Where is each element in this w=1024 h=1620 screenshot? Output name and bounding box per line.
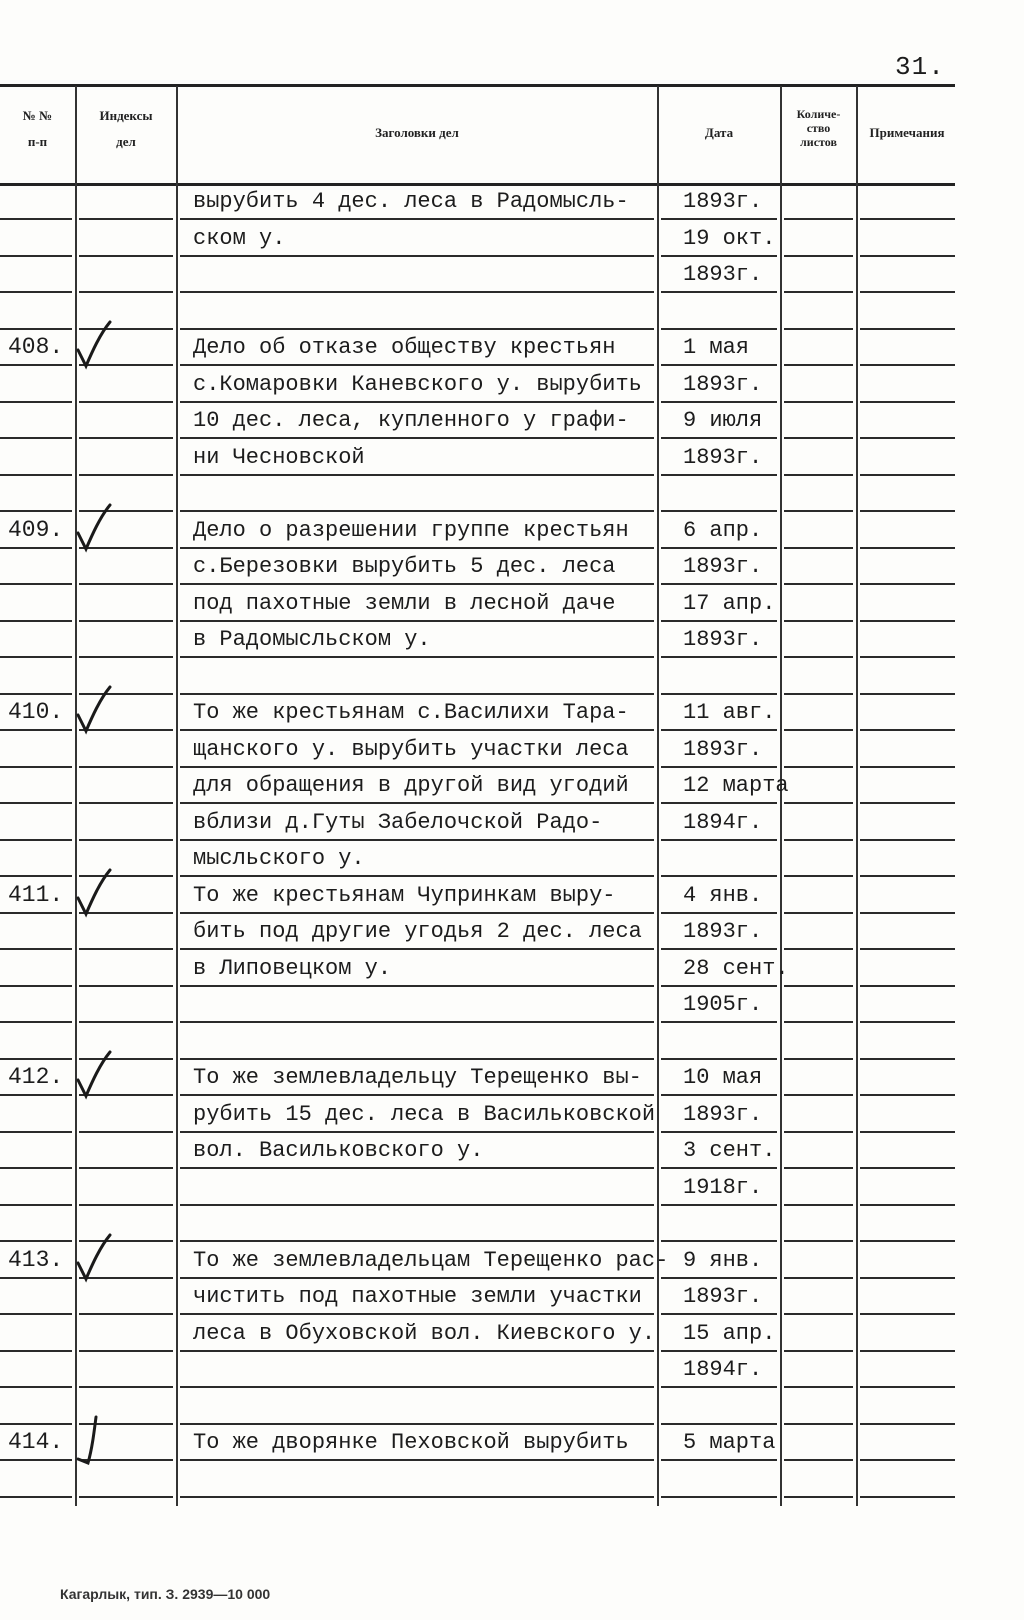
header-number xyxy=(0,108,75,151)
ruled-line xyxy=(860,218,955,220)
ruled-line xyxy=(661,693,777,695)
ruled-line xyxy=(661,985,777,987)
printer-imprint: Кагарлык, тип. З. 2939—10 000 xyxy=(60,1586,271,1602)
entry-number: 414. xyxy=(8,1429,64,1455)
case-title-line: 10 дес. леса, купленного у графи- xyxy=(193,408,629,433)
case-date-line: 1 мая xyxy=(683,335,750,360)
ruled-line xyxy=(860,1167,955,1169)
ruled-line xyxy=(180,1021,654,1023)
ruled-line xyxy=(0,948,72,950)
ruled-line xyxy=(79,583,173,585)
ruled-line xyxy=(661,1167,777,1169)
ruled-line xyxy=(0,474,72,476)
ruled-line xyxy=(860,912,955,914)
ruled-line xyxy=(661,401,777,403)
entry-number: 412. xyxy=(8,1064,64,1090)
ruled-line xyxy=(860,875,955,877)
case-title-line: Дело об отказе обществу крестьян xyxy=(193,335,616,360)
ruled-line xyxy=(180,1350,654,1352)
ruled-line xyxy=(180,547,654,549)
ruled-line xyxy=(79,985,173,987)
case-date-line: 1894г. xyxy=(683,1357,763,1382)
ruled-line xyxy=(0,1240,72,1242)
case-title-line: с.Березовки вырубить 5 дес. леса xyxy=(193,554,616,579)
ruled-line xyxy=(784,1386,853,1388)
header-sheets-line1: Количе- xyxy=(796,107,841,121)
header-sheets-line3: листов xyxy=(800,134,837,149)
ruled-line xyxy=(860,364,955,366)
case-date-line: 11 авг. xyxy=(683,700,776,725)
ruled-line xyxy=(860,1021,955,1023)
ruled-line xyxy=(661,1058,777,1060)
ruled-line xyxy=(860,1386,955,1388)
ruled-line xyxy=(79,1350,173,1352)
ruled-line xyxy=(79,291,173,293)
ruled-line xyxy=(180,1496,654,1498)
case-title-line: с.Комаровки Каневского у. вырубить xyxy=(193,371,642,397)
ruled-line xyxy=(180,839,654,841)
ruled-line xyxy=(860,583,955,585)
ruled-line xyxy=(661,1459,777,1461)
ruled-line xyxy=(0,1277,72,1279)
ruled-line xyxy=(860,1058,955,1060)
ruled-line xyxy=(79,255,173,257)
ruled-line xyxy=(661,1131,777,1133)
case-date-line: 5 марта xyxy=(683,1430,776,1455)
case-date-line: 6 апр. xyxy=(683,517,763,543)
header-number-line2: п-п xyxy=(27,134,48,150)
ruled-line xyxy=(661,437,777,439)
header-titles: Заголовки дел xyxy=(375,125,459,140)
case-date-line: 10 мая xyxy=(683,1065,763,1090)
ruled-line xyxy=(860,1423,955,1425)
ruled-line xyxy=(784,364,853,366)
ruled-line xyxy=(79,1496,173,1498)
ruled-line xyxy=(79,1204,173,1206)
ruled-line xyxy=(784,255,853,257)
ruled-line xyxy=(784,583,853,585)
ruled-line xyxy=(0,291,72,293)
header-index xyxy=(76,108,176,151)
checkmark-icon xyxy=(74,868,114,920)
ruled-line xyxy=(0,510,72,512)
header-notes: Примечания xyxy=(869,125,945,140)
table-top-rule xyxy=(0,84,955,87)
ruled-line xyxy=(180,255,654,257)
ruled-line xyxy=(180,729,654,731)
case-date-line: 19 окт. xyxy=(683,225,776,251)
ruled-line xyxy=(180,583,654,585)
ruled-line xyxy=(784,291,853,293)
ruled-line xyxy=(784,1204,853,1206)
ruled-line xyxy=(180,1386,654,1388)
ruled-line xyxy=(860,729,955,731)
case-title-line: То же крестьянам Чупринкам выру- xyxy=(193,882,616,908)
header-index-line2: дел xyxy=(116,134,136,150)
ruled-line xyxy=(661,474,777,476)
ruled-line xyxy=(180,912,654,914)
case-title-line: для обращения в другой вид угодий xyxy=(193,773,629,798)
ruled-line xyxy=(860,1496,955,1498)
ruled-line xyxy=(661,656,777,658)
case-date-line: 1893г. xyxy=(683,919,763,944)
column-divider-index xyxy=(176,86,178,1506)
ruled-line xyxy=(661,1240,777,1242)
ruled-line xyxy=(784,839,853,841)
ruled-line xyxy=(79,839,173,841)
ruled-line xyxy=(180,1423,654,1425)
ruled-line xyxy=(661,1496,777,1498)
case-date-line: 1918г. xyxy=(683,1174,763,1200)
ruled-line xyxy=(0,620,72,622)
case-title-line: То же землевладельцам Терещенко рас- xyxy=(193,1247,669,1273)
ruled-line xyxy=(860,839,955,841)
ruled-line xyxy=(180,802,654,804)
ruled-line xyxy=(180,437,654,439)
ruled-line xyxy=(784,1240,853,1242)
ruled-line xyxy=(784,875,853,877)
ruled-line xyxy=(79,474,173,476)
case-title-line: вол. Васильковского у. xyxy=(193,1138,484,1163)
header-sheets xyxy=(781,108,856,149)
ruled-line xyxy=(180,693,654,695)
case-date-line: 1893г. xyxy=(683,554,763,579)
header-index-line1: Индексы xyxy=(99,108,153,123)
ruled-line xyxy=(860,474,955,476)
ruled-line xyxy=(0,255,72,257)
header-number-line1: № № xyxy=(22,108,53,123)
case-title-line: вырубить 4 дес. леса в Радомысль- xyxy=(193,189,629,214)
ruled-line xyxy=(784,328,853,330)
case-date-line: 1893г. xyxy=(683,627,763,652)
ruled-line xyxy=(661,729,777,731)
ruled-line xyxy=(180,510,654,512)
ruled-line xyxy=(180,620,654,622)
case-date-line: 1893г. xyxy=(683,189,763,214)
ruled-line xyxy=(180,766,654,768)
ruled-line xyxy=(0,802,72,804)
ruled-line xyxy=(0,401,72,403)
ruled-line xyxy=(661,510,777,512)
case-date-line: 1893г. xyxy=(683,1101,763,1127)
ruled-line xyxy=(180,875,654,877)
case-title-line: вблизи д.Гуты Забелочской Радо- xyxy=(193,809,603,835)
ruled-line xyxy=(784,1459,853,1461)
ruled-line xyxy=(180,1131,654,1133)
case-date-line: 9 июля xyxy=(683,408,763,433)
ruled-line xyxy=(79,1131,173,1133)
case-title-line: ском у. xyxy=(193,225,286,251)
case-title-line: рубить 15 дес. леса в Васильковской xyxy=(193,1101,656,1127)
ruled-line xyxy=(0,1167,72,1169)
ruled-line xyxy=(0,1459,72,1461)
ruled-line xyxy=(784,1350,853,1352)
header-bottom-rule xyxy=(0,183,955,186)
ruled-line xyxy=(661,1423,777,1425)
ruled-line xyxy=(0,875,72,877)
ruled-line xyxy=(860,656,955,658)
ruled-line xyxy=(860,1350,955,1352)
case-title-line: в Радомысльском у. xyxy=(193,627,431,652)
ruled-line xyxy=(860,985,955,987)
ruled-line xyxy=(784,1131,853,1133)
ruled-line xyxy=(180,1240,654,1242)
header-sheets-line2: ство xyxy=(806,120,831,135)
case-title-line: в Липовецком у. xyxy=(193,955,392,981)
ruled-line xyxy=(784,985,853,987)
ruled-line xyxy=(784,729,853,731)
ruled-line xyxy=(784,948,853,950)
case-title-line: щанского у. вырубить участки леса xyxy=(193,736,629,762)
ruled-line xyxy=(0,1386,72,1388)
ruled-line xyxy=(661,1094,777,1096)
ruled-line xyxy=(180,1313,654,1315)
entry-number: 408. xyxy=(8,334,64,360)
case-date-line: 1893г. xyxy=(683,371,763,397)
ruled-line xyxy=(79,656,173,658)
ruled-line xyxy=(180,474,654,476)
ruled-line xyxy=(784,1058,853,1060)
entry-number: 413. xyxy=(8,1246,64,1273)
ruled-line xyxy=(79,766,173,768)
ruled-line xyxy=(79,1313,173,1315)
case-date-line: 1894г. xyxy=(683,809,763,835)
ruled-line xyxy=(784,1313,853,1315)
ruled-line xyxy=(79,948,173,950)
ruled-line xyxy=(661,1277,777,1279)
ruled-line xyxy=(784,1277,853,1279)
case-title-line: Дело о разрешении группе крестьян xyxy=(193,517,629,543)
ruled-line xyxy=(661,328,777,330)
ruled-line xyxy=(784,912,853,914)
ruled-line xyxy=(860,1131,955,1133)
ruled-line xyxy=(784,1094,853,1096)
ruled-line xyxy=(0,839,72,841)
ruled-line xyxy=(0,766,72,768)
entry-number: 409. xyxy=(8,516,64,543)
case-date-line: 1893г. xyxy=(683,1284,763,1309)
checkmark-icon xyxy=(74,503,114,555)
case-title-line: чистить под пахотные земли участки xyxy=(193,1284,642,1309)
ruled-line xyxy=(661,255,777,257)
ruled-line xyxy=(0,1350,72,1352)
ruled-line xyxy=(79,1386,173,1388)
ruled-line xyxy=(784,802,853,804)
case-date-line: 12 марта xyxy=(683,773,789,798)
ruled-line xyxy=(860,437,955,439)
ruled-line xyxy=(0,364,72,366)
ruled-line xyxy=(860,1277,955,1279)
ruled-line xyxy=(0,1496,72,1498)
case-date-line: 3 сент. xyxy=(683,1138,776,1163)
ruled-line xyxy=(79,401,173,403)
ruled-line xyxy=(0,912,72,914)
ruled-line xyxy=(180,1459,654,1461)
ruled-line xyxy=(860,510,955,512)
ruled-line xyxy=(0,656,72,658)
ruled-line xyxy=(180,364,654,366)
ruled-line xyxy=(0,1021,72,1023)
column-divider-sheets xyxy=(856,86,858,1506)
ruled-line xyxy=(661,839,777,841)
ruled-line xyxy=(860,1459,955,1461)
case-date-line: 17 апр. xyxy=(683,590,776,616)
ruled-line xyxy=(661,802,777,804)
ruled-line xyxy=(180,1167,654,1169)
ruled-line xyxy=(0,1131,72,1133)
ruled-line xyxy=(0,1313,72,1315)
page-number: 31. xyxy=(895,52,945,82)
checkmark-icon xyxy=(74,685,114,737)
ruled-line xyxy=(661,875,777,877)
ruled-line xyxy=(0,1094,72,1096)
ruled-line xyxy=(860,255,955,257)
ruled-line xyxy=(784,437,853,439)
ruled-line xyxy=(661,620,777,622)
column-divider-number xyxy=(75,86,77,1506)
ruled-line xyxy=(180,291,654,293)
ruled-line xyxy=(860,766,955,768)
ruled-line xyxy=(860,620,955,622)
ruled-line xyxy=(661,912,777,914)
case-title-line: леса в Обуховской вол. Киевского у. xyxy=(193,1320,656,1346)
ruled-line xyxy=(0,1058,72,1060)
ruled-line xyxy=(0,437,72,439)
case-date-line: 28 сент. xyxy=(683,955,789,981)
ruled-line xyxy=(784,1167,853,1169)
ruled-line xyxy=(0,1423,72,1425)
ruled-line xyxy=(784,766,853,768)
ruled-line xyxy=(0,218,72,220)
ruled-line xyxy=(860,547,955,549)
checkmark-icon xyxy=(74,1233,114,1285)
ruled-line xyxy=(860,1313,955,1315)
ruled-line xyxy=(784,218,853,220)
ruled-line xyxy=(79,437,173,439)
ruled-line xyxy=(661,291,777,293)
case-date-line: 9 янв. xyxy=(683,1247,763,1273)
ruled-line xyxy=(661,1204,777,1206)
ruled-line xyxy=(860,693,955,695)
entry-number: 410. xyxy=(8,699,64,725)
ruled-line xyxy=(180,401,654,403)
ruled-line xyxy=(0,693,72,695)
checkmark-icon xyxy=(74,1415,114,1467)
case-title-line: То же землевладельцу Терещенко вы- xyxy=(193,1065,642,1090)
ruled-line xyxy=(784,474,853,476)
ruled-line xyxy=(0,583,72,585)
ruled-line xyxy=(661,1350,777,1352)
ruled-line xyxy=(860,1240,955,1242)
ruled-line xyxy=(784,693,853,695)
ruled-line xyxy=(661,1313,777,1315)
ruled-line xyxy=(784,1423,853,1425)
ruled-line xyxy=(860,1094,955,1096)
case-date-line: 1893г. xyxy=(683,262,763,287)
ruled-line xyxy=(180,1277,654,1279)
ruled-line xyxy=(784,547,853,549)
ruled-line xyxy=(860,328,955,330)
case-title-line: мысльского у. xyxy=(193,846,365,871)
ruled-line xyxy=(0,328,72,330)
ruled-line xyxy=(860,1204,955,1206)
ruled-line xyxy=(0,1204,72,1206)
ruled-line xyxy=(860,802,955,804)
ruled-line xyxy=(180,985,654,987)
ruled-line xyxy=(79,620,173,622)
ruled-line xyxy=(661,948,777,950)
ruled-line xyxy=(860,291,955,293)
ruled-line xyxy=(180,656,654,658)
case-date-line: 1893г. xyxy=(683,444,763,470)
checkmark-icon xyxy=(74,320,114,372)
ruled-line xyxy=(0,547,72,549)
case-title-line: То же крестьянам с.Василихи Тара- xyxy=(193,700,629,725)
ruled-line xyxy=(661,1386,777,1388)
case-title-line: ни Чесновской xyxy=(193,444,365,470)
ruled-line xyxy=(0,729,72,731)
case-title-line: То же дворянке Пеховской вырубить xyxy=(193,1430,629,1455)
ruled-line xyxy=(180,1094,654,1096)
case-date-line: 4 янв. xyxy=(683,882,763,908)
ruled-line xyxy=(661,364,777,366)
ruled-line xyxy=(661,547,777,549)
case-date-line: 1893г. xyxy=(683,736,763,762)
case-title-line: под пахотные земли в лесной даче xyxy=(193,590,616,616)
case-date-line: 15 апр. xyxy=(683,1320,776,1346)
case-date-line: 1905г. xyxy=(683,992,763,1017)
ruled-line xyxy=(180,948,654,950)
ruled-line xyxy=(860,401,955,403)
ruled-line xyxy=(79,1021,173,1023)
ruled-line xyxy=(661,1021,777,1023)
ruled-line xyxy=(79,1167,173,1169)
ruled-line xyxy=(661,218,777,220)
ruled-line xyxy=(180,218,654,220)
ruled-line xyxy=(860,948,955,950)
ruled-line xyxy=(784,401,853,403)
ruled-line xyxy=(661,766,777,768)
ruled-line xyxy=(180,1204,654,1206)
ruled-line xyxy=(784,510,853,512)
ruled-line xyxy=(784,1021,853,1023)
ruled-line xyxy=(79,802,173,804)
ruled-line xyxy=(661,583,777,585)
ruled-line xyxy=(180,1058,654,1060)
case-title-line: бить под другие угодья 2 дес. леса xyxy=(193,919,642,944)
ruled-line xyxy=(0,985,72,987)
entry-number: 411. xyxy=(8,881,64,908)
ruled-line xyxy=(79,218,173,220)
ruled-line xyxy=(784,656,853,658)
ruled-line xyxy=(784,1496,853,1498)
checkmark-icon xyxy=(74,1050,114,1102)
header-date: Дата xyxy=(704,125,734,140)
ruled-line xyxy=(784,620,853,622)
ruled-line xyxy=(180,328,654,330)
